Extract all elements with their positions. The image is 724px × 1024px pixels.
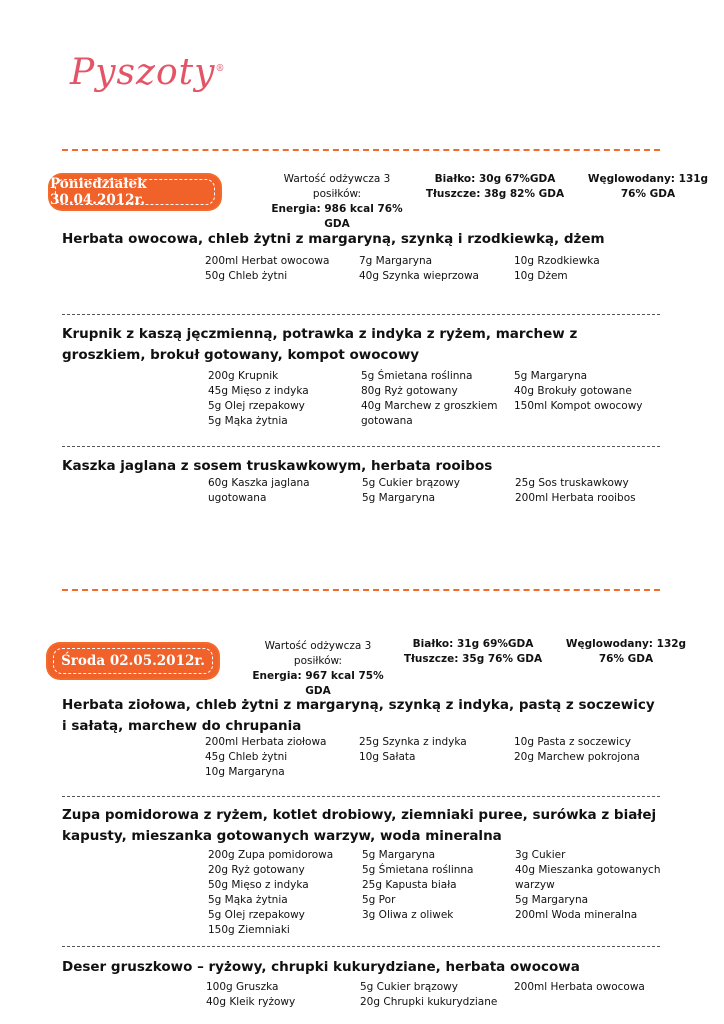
ingredient: 40g Szynka wieprzowa bbox=[359, 270, 479, 282]
ingredient: 5g Śmietana roślinna bbox=[362, 864, 474, 876]
ingredient: 40g Mieszanka gotowanych bbox=[515, 864, 661, 876]
ingredient: 200ml Herbata ziołowa bbox=[205, 736, 327, 748]
ingredient: 5g Mąka żytnia bbox=[208, 894, 288, 906]
section-divider bbox=[62, 589, 660, 591]
carbs-value: Węglowodany: 132g 76% GDA bbox=[565, 638, 687, 665]
ingredient: 10g Dżem bbox=[514, 270, 568, 282]
ingredient: 40g Brokuły gotowane bbox=[514, 385, 632, 397]
nutrition-energy bbox=[243, 639, 393, 699]
ingredient: ugotowana bbox=[208, 492, 267, 504]
ingredient-column bbox=[515, 476, 636, 506]
ingredient: 80g Ryż gotowany bbox=[361, 385, 458, 397]
ingredient-column bbox=[514, 369, 643, 414]
ingredient: 5g Por bbox=[362, 894, 396, 906]
energy-value: Energia: 986 kcal 76% GDA bbox=[271, 203, 403, 230]
fat-value: Tłuszcze: 38g 82% GDA bbox=[425, 188, 565, 200]
day-badge bbox=[50, 175, 220, 209]
ingredient: warzyw bbox=[515, 879, 555, 891]
meal-title: Herbata ziołowa, chleb żytni z margaryną, szynką z indyka, pastą z soczewicy i sałatą, marchew do chrupania bbox=[62, 697, 655, 734]
day-label: Poniedziałek 30.04.2012r. bbox=[50, 176, 147, 208]
ingredient: 45g Mięso z indyka bbox=[208, 385, 309, 397]
ingredient: 50g Chleb żytni bbox=[205, 270, 288, 282]
ingredient: 7g Margaryna bbox=[359, 255, 433, 267]
ingredient-column bbox=[514, 254, 600, 284]
ingredient: 5g Śmietana roślinna bbox=[361, 370, 473, 382]
ingredient: 60g Kaszka jaglana bbox=[208, 477, 310, 489]
ingredient: 20g Chrupki kukurydziane bbox=[360, 996, 498, 1008]
ingredient: 5g Margaryna bbox=[362, 849, 436, 861]
ingredient-column bbox=[206, 980, 295, 1010]
nutrition-carbs bbox=[556, 637, 696, 667]
nutrition-energy bbox=[262, 172, 412, 232]
meal-divider bbox=[62, 314, 660, 315]
ingredient: 40g Marchew z groszkiem bbox=[361, 400, 498, 412]
ingredient: 200ml Woda mineralna bbox=[515, 909, 638, 921]
ingredient: 20g Marchew pokrojona bbox=[514, 751, 640, 763]
ingredient-column bbox=[359, 254, 479, 284]
meal-divider bbox=[62, 796, 660, 797]
meal-title: Kaszka jaglana z sosem truskawkowym, herbata rooibos bbox=[62, 458, 493, 474]
ingredient: 3g Cukier bbox=[515, 849, 566, 861]
nutrition-label: Wartość odżywcza 3 posiłków: bbox=[283, 173, 391, 200]
ingredient: 25g Kapusta biała bbox=[362, 879, 457, 891]
ingredient-column bbox=[205, 735, 326, 780]
brand-logo bbox=[70, 52, 225, 93]
ingredient: 5g Olej rzepakowy bbox=[208, 909, 305, 921]
ingredient: 10g Pasta z soczewicy bbox=[514, 736, 631, 748]
day-label: Środa 02.05.2012r. bbox=[61, 653, 205, 669]
energy-value: Energia: 967 kcal 75% GDA bbox=[252, 670, 384, 697]
ingredient: 200ml Herbat owocowa bbox=[205, 255, 330, 267]
ingredient: 200g Zupa pomidorowa bbox=[208, 849, 334, 861]
ingredient-column bbox=[361, 369, 497, 429]
ingredient: gotowana bbox=[361, 415, 413, 427]
ingredient-column bbox=[514, 980, 645, 995]
ingredient: 10g Rzodkiewka bbox=[514, 255, 600, 267]
ingredient: 5g Cukier brązowy bbox=[360, 981, 458, 993]
meal-title: Zupa pomidorowa z ryżem, kotlet drobiowy, ziemniaki puree, surówka z białej kapusty, mieszanka gotowanych warzyw, woda mineralna bbox=[62, 807, 657, 844]
ingredient: 200ml Herbata owocowa bbox=[514, 981, 645, 993]
ingredient-column bbox=[208, 369, 309, 429]
registered-mark: ® bbox=[215, 64, 226, 74]
protein-value: Białko: 31g 69%GDA bbox=[412, 638, 534, 650]
ingredient-column bbox=[362, 848, 474, 923]
nutrition-carbs bbox=[578, 172, 718, 202]
carbs-value: Węglowodany: 131g 76% GDA bbox=[587, 173, 709, 200]
ingredient: 5g Margaryna bbox=[515, 894, 589, 906]
nutrition-protein-fat bbox=[398, 637, 548, 667]
ingredient: 3g Oliwa z oliwek bbox=[362, 909, 454, 921]
ingredient: 20g Ryż gotowany bbox=[208, 864, 305, 876]
fat-value: Tłuszcze: 35g 76% GDA bbox=[403, 653, 543, 665]
ingredient-column bbox=[208, 476, 310, 506]
nutrition-label: Wartość odżywcza 3 posiłków: bbox=[264, 640, 372, 667]
meal-title: Krupnik z kaszą jęczmienną, potrawka z indyka z ryżem, marchew z groszkiem, brokuł gotowany, kompot owocowy bbox=[62, 326, 578, 363]
meal-divider bbox=[62, 446, 660, 447]
ingredient: 5g Mąka żytnia bbox=[208, 415, 288, 427]
section-divider bbox=[62, 149, 660, 151]
ingredient: 10g Sałata bbox=[359, 751, 416, 763]
ingredient: 200g Krupnik bbox=[208, 370, 279, 382]
protein-value: Białko: 30g 67%GDA bbox=[434, 173, 556, 185]
ingredient: 10g Margaryna bbox=[205, 766, 285, 778]
meal-title: Deser gruszkowo – ryżowy, chrupki kukurydziane, herbata owocowa bbox=[62, 959, 580, 975]
ingredient-column bbox=[362, 476, 460, 506]
ingredient: 150g Ziemniaki bbox=[208, 924, 290, 936]
ingredient: 45g Chleb żytni bbox=[205, 751, 288, 763]
ingredient: 5g Margaryna bbox=[514, 370, 588, 382]
ingredient: 50g Mięso z indyka bbox=[208, 879, 309, 891]
day-badge bbox=[48, 644, 218, 678]
nutrition-protein-fat bbox=[420, 172, 570, 202]
meal-divider bbox=[62, 946, 660, 947]
ingredient: 150ml Kompot owocowy bbox=[514, 400, 643, 412]
meal-title: Herbata owocowa, chleb żytni z margaryną, szynką i rzodkiewką, dżem bbox=[62, 231, 605, 247]
ingredient: 25g Szynka z indyka bbox=[359, 736, 467, 748]
ingredient-column bbox=[360, 980, 497, 1010]
ingredient-column bbox=[208, 848, 333, 938]
ingredient: 5g Cukier brązowy bbox=[362, 477, 460, 489]
ingredient: 5g Olej rzepakowy bbox=[208, 400, 305, 412]
ingredient: 100g Gruszka bbox=[206, 981, 279, 993]
ingredient-column bbox=[514, 735, 640, 765]
ingredient: 40g Kleik ryżowy bbox=[206, 996, 296, 1008]
ingredient: 5g Margaryna bbox=[362, 492, 436, 504]
ingredient: 200ml Herbata rooibos bbox=[515, 492, 636, 504]
ingredient-column bbox=[205, 254, 329, 284]
ingredient-column bbox=[359, 735, 467, 765]
ingredient-column bbox=[515, 848, 661, 923]
brand-logo-text: Pyszoty bbox=[70, 52, 216, 93]
ingredient: 25g Sos truskawkowy bbox=[515, 477, 629, 489]
